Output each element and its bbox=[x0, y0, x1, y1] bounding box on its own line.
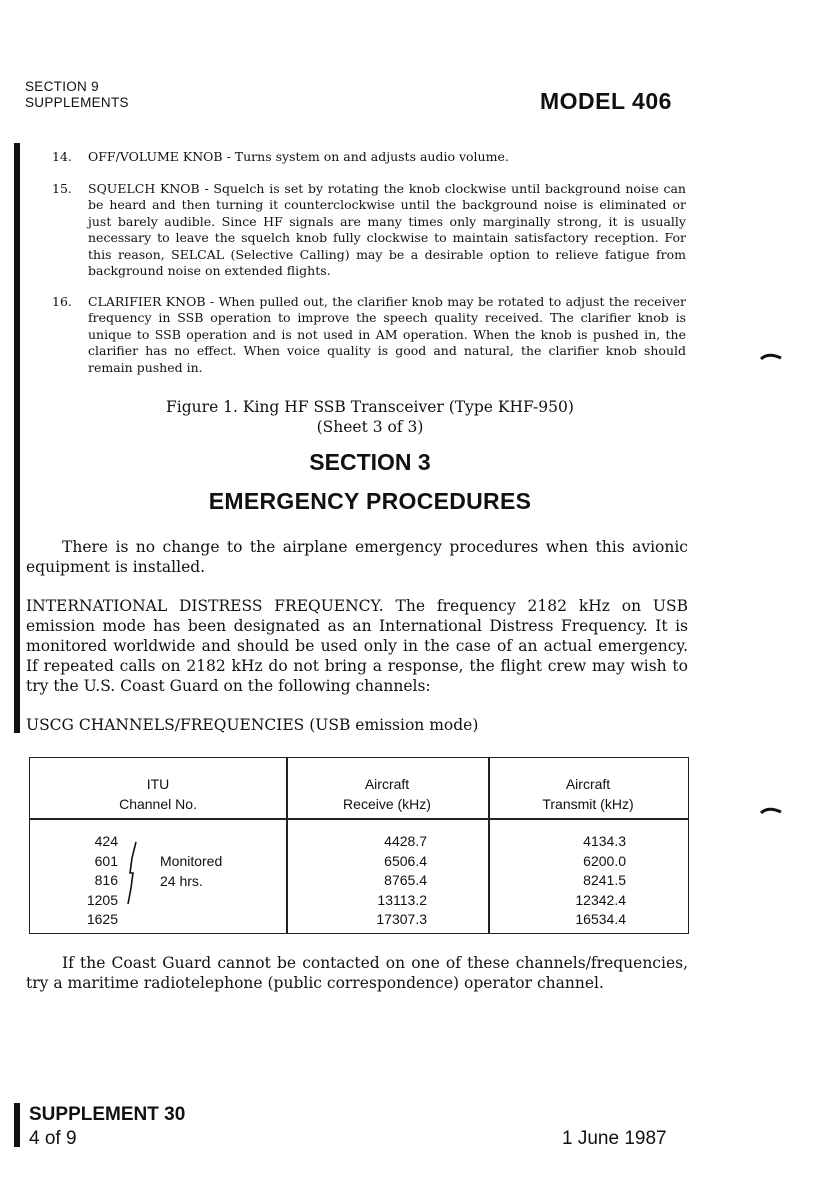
change-bar-lower bbox=[14, 1103, 20, 1147]
section-title: SECTION 3 bbox=[309, 449, 431, 475]
table-header-receive bbox=[286, 774, 488, 814]
header-line: ITU bbox=[146, 776, 170, 792]
header-line: Aircraft bbox=[364, 776, 410, 792]
table-cell: 816 bbox=[94, 872, 118, 888]
transmit-column bbox=[530, 832, 626, 930]
bracket-note-line1: Monitored bbox=[160, 853, 223, 869]
table-cell: 6506.4 bbox=[384, 852, 427, 869]
table-cell: 1205 bbox=[86, 891, 118, 908]
table-cell: 17307.3 bbox=[376, 911, 427, 927]
header-section-line2: SUPPLEMENTS bbox=[25, 95, 129, 110]
header-model: MODEL 406 bbox=[540, 88, 672, 114]
table-cell: 424 bbox=[94, 833, 118, 849]
item-text: CLARIFIER KNOB - When pulled out, the clarifier knob may be rotated to adjust the receiver frequency in SSB operation to improve the speech quality received. The clarifier knob is unique to SSB operation and is not used in AM operation. When the knob is pushed in, the clarifier has no effect. When voice quality is good and natural, the clarifier knob should remain pushed in. bbox=[88, 294, 686, 375]
item-text: OFF/VOLUME KNOB - Turns system on and adjusts audio volume. bbox=[88, 149, 509, 164]
table-header-divider bbox=[30, 818, 688, 820]
item-number: 16. bbox=[52, 294, 72, 309]
table-cell: 12342.4 bbox=[575, 891, 626, 908]
change-bar-upper bbox=[14, 143, 20, 733]
intro-paragraph: There is no change to the airplane emergency procedures when this avionic equipment is installed. bbox=[26, 538, 688, 576]
footer-date: 1 June 1987 bbox=[562, 1128, 667, 1149]
list-item bbox=[52, 181, 686, 279]
brace-icon bbox=[124, 840, 142, 906]
margin-mark-icon bbox=[760, 806, 782, 814]
item-number: 14. bbox=[52, 149, 72, 164]
table-cell: 4134.3 bbox=[583, 833, 626, 849]
bracket-note bbox=[160, 852, 222, 891]
table-cell: 4428.7 bbox=[384, 833, 427, 849]
receive-column bbox=[330, 832, 427, 930]
footer-supplement: SUPPLEMENT 30 bbox=[29, 1104, 186, 1125]
table-cell: 13113.2 bbox=[377, 891, 427, 908]
header-section-line1: SECTION 9 bbox=[25, 79, 99, 94]
frequency-table bbox=[29, 757, 689, 934]
list-item bbox=[52, 149, 686, 165]
closing-paragraph: If the Coast Guard cannot be contacted on one of these channels/frequencies, try a maritime radiotelephone (public correspondence) operator channel. bbox=[26, 954, 688, 992]
channel-column bbox=[70, 832, 118, 930]
table-cell: 6200.0 bbox=[583, 852, 626, 869]
distress-paragraph: INTERNATIONAL DISTRESS FREQUENCY. The frequency 2182 kHz on USB emission mode has been designated as an International Distress Frequency. It is monitored worldwide and should be used only in the case of an actual emergency. If repeated calls on 2182 kHz do not bring a response, the flight crew may wish to try the U.S. Coast Guard on the following channels: bbox=[26, 597, 688, 695]
table-header-channel bbox=[30, 774, 286, 814]
figure-caption bbox=[100, 397, 640, 437]
header-line: Transmit (kHz) bbox=[542, 796, 634, 812]
item-text: SQUELCH KNOB - Squelch is set by rotating the knob clockwise until background noise can be heard and then turning it counterclockwise until the background noise is eliminated or just barely audible. Since HF signals are many times only marginally strong, it is usually necessary to leave the squelch knob fully clockwise to maintain satisfactory reception. For this reason, SELCAL (Selective Calling) may be a desirable option to relieve fatigue from background noise on extended flights. bbox=[88, 181, 686, 279]
footer-page-number: 4 of 9 bbox=[29, 1128, 77, 1149]
table-cell: 8241.5 bbox=[583, 872, 626, 888]
table-cell: 16534.4 bbox=[575, 911, 626, 927]
uscg-heading: USCG CHANNELS/FREQUENCIES (USB emission mode) bbox=[26, 716, 479, 734]
header-line: Aircraft bbox=[565, 776, 611, 792]
table-cell: 1625 bbox=[86, 911, 118, 927]
item-number: 15. bbox=[52, 181, 72, 196]
header-line: Channel No. bbox=[119, 796, 197, 812]
figure-caption-line1: Figure 1. King HF SSB Transceiver (Type KHF-950) bbox=[166, 398, 574, 416]
table-cell: 8765.4 bbox=[384, 872, 427, 888]
bracket-note-line2: 24 hrs. bbox=[160, 872, 203, 889]
figure-caption-line2: (Sheet 3 of 3) bbox=[316, 418, 424, 436]
header-line: Receive (kHz) bbox=[343, 796, 431, 812]
table-cell: 601 bbox=[94, 852, 118, 869]
table-header-transmit bbox=[488, 774, 688, 814]
header-section-label bbox=[25, 79, 129, 111]
margin-mark-icon bbox=[760, 352, 782, 360]
section-subtitle: EMERGENCY PROCEDURES bbox=[208, 488, 532, 514]
list-item bbox=[52, 294, 686, 376]
